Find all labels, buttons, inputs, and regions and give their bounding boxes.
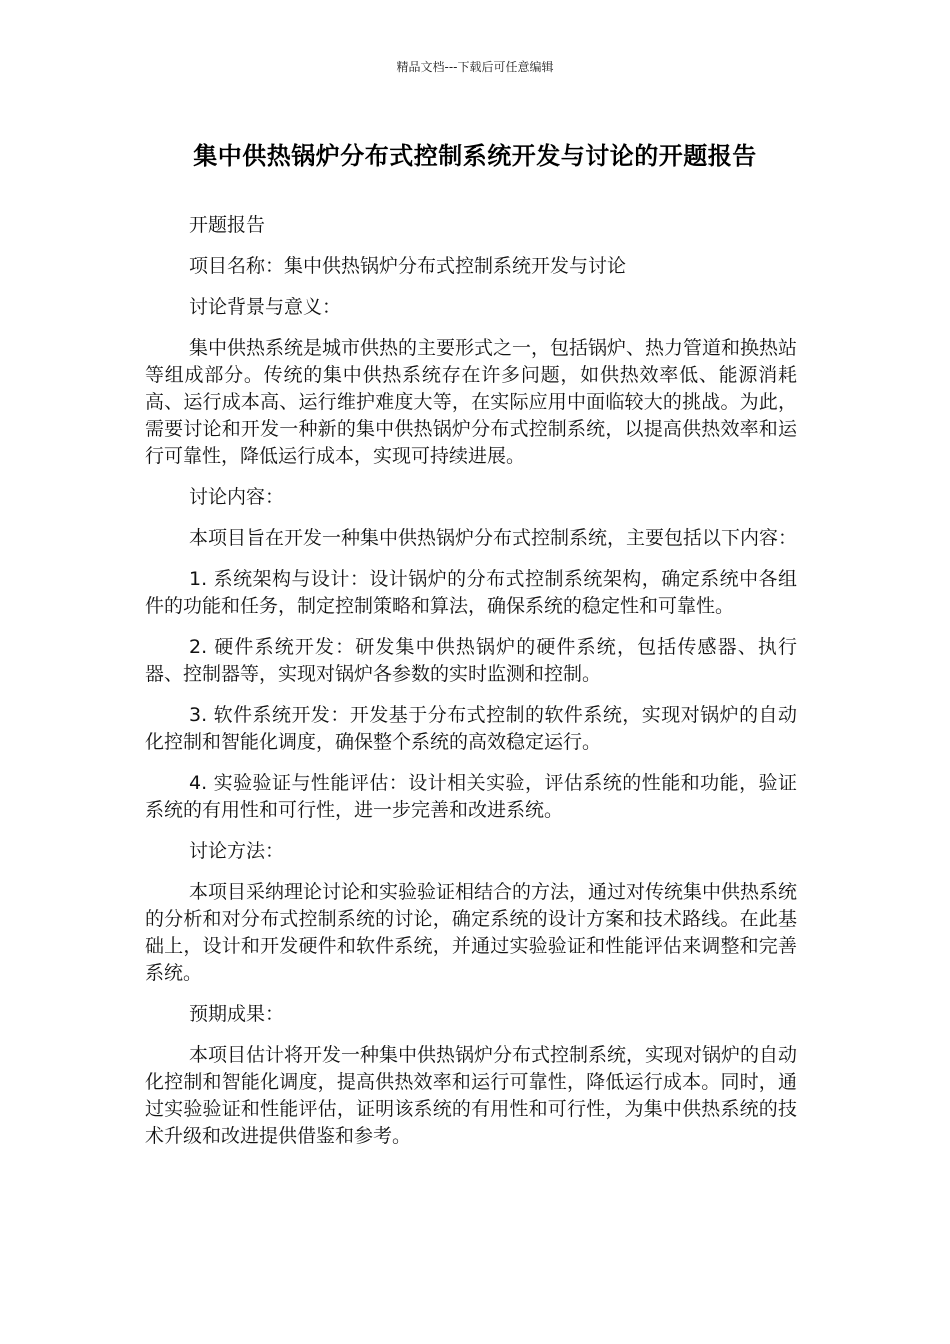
list-item-validation: 4. 实验验证与性能评估：设计相关实验，评估系统的性能和功能，验证系统的有用性和可行性，进一步完善和改进系统。 [145, 772, 797, 821]
paragraph-background: 集中供热系统是城市供热的主要形式之一，包括锅炉、热力管道和换热站等组成部分。传统的集中供热系统存在许多问题，如供热效率低、能源消耗高、运行成本高、运行维护难度大等，在实际应用中面临较大的挑战。为此，需要讨论和开发一种新的集中供热锅炉分布式控制系统，以提高供热效率和运行可靠性，降低运行成本，实现可持续进展。 [145, 337, 798, 467]
paragraph-report-label: 开题报告 [189, 214, 266, 236]
paragraph-method: 本项目采纳理论讨论和实验验证相结合的方法，通过对传统集中供热系统的分析和对分布式控制系统的讨论，确定系统的设计方案和技术路线。在此基础上，设计和开发硬件和软件系统，并通过实验验证和性能评估来调整和完善系统。 [145, 881, 798, 984]
list-item-architecture: 1. 系统架构与设计：设计锅炉的分布式控制系统架构，确定系统中各组件的功能和任务，制定控制策略和算法，确保系统的稳定性和可靠性。 [145, 568, 797, 617]
list-item-software: 3. 软件系统开发：开发基于分布式控制的软件系统，实现对锅炉的自动化控制和智能化调度，确保整个系统的高效稳定运行。 [145, 704, 797, 753]
paragraph-content-intro: 本项目旨在开发一种集中供热锅炉分布式控制系统，主要包括以下内容： [189, 527, 798, 549]
list-item-hardware: 2. 硬件系统开发：研发集中供热锅炉的硬件系统，包括传感器、执行器、控制器等，实现对锅炉各参数的实时监测和控制。 [145, 636, 797, 685]
heading-outcomes: 预期成果： [189, 1003, 285, 1025]
heading-background: 讨论背景与意义： [189, 296, 342, 318]
paragraph-project-name: 项目名称：集中供热锅炉分布式控制系统开发与讨论 [189, 255, 627, 277]
heading-method: 讨论方法： [189, 840, 285, 862]
document-body [145, 212, 797, 1164]
heading-content: 讨论内容： [189, 486, 285, 508]
page-header-note: 精品文档---下载后可任意编辑 [396, 60, 554, 74]
document-title: 集中供热锅炉分布式控制系统开发与讨论的开题报告 [193, 142, 757, 170]
paragraph-outcomes: 本项目估计将开发一种集中供热锅炉分布式控制系统，实现对锅炉的自动化控制和智能化调度，提高供热效率和运行可靠性，降低运行成本。同时，通过实验验证和性能评估，证明该系统的有用性和可行性，为集中供热系统的技术升级和改进提供借鉴和参考。 [145, 1044, 798, 1147]
